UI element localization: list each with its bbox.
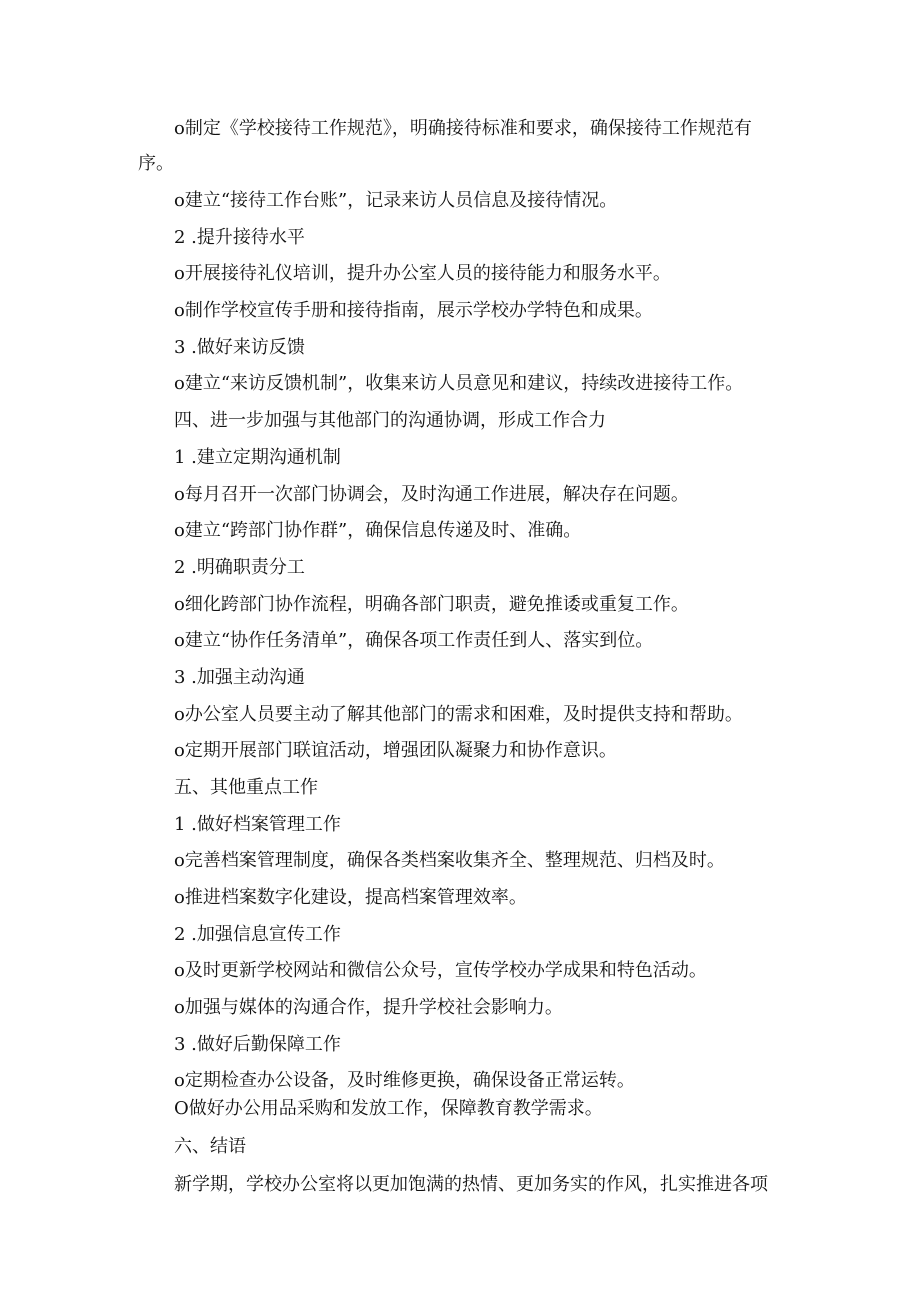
paragraph-line: o建立“接待工作台账”，记录来访人员信息及接待情况。 [174, 190, 618, 211]
section-heading: 3 .加强主动沟通 [174, 667, 305, 688]
section-heading: 1 .做好档案管理工作 [174, 814, 341, 835]
paragraph-line: o建立“跨部门协作群”，确保信息传递及时、准确。 [174, 520, 582, 541]
paragraph-line: o细化跨部门协作流程，明确各部门职责，避免推诿或重复工作。 [174, 594, 689, 615]
paragraph-line: o及时更新学校网站和微信公众号，宣传学校办学成果和特色活动。 [174, 960, 707, 981]
paragraph-line: 序。 [138, 153, 174, 174]
paragraph-line: o建立“来访反馈机制”，收集来访人员意见和建议，持续改进接待工作。 [174, 373, 744, 394]
chapter-heading: 五、其他重点工作 [174, 777, 318, 798]
paragraph-line: o加强与媒体的沟通合作，提升学校社会影响力。 [174, 997, 563, 1018]
section-heading: 2 .加强信息宣传工作 [174, 924, 341, 945]
paragraph-line: o开展接待礼仪培训，提升办公室人员的接待能力和服务水平。 [174, 263, 671, 284]
section-heading: 2 .明确职责分工 [174, 557, 305, 578]
paragraph-line: o制作学校宣传手册和接待指南，展示学校办学特色和成果。 [174, 300, 653, 321]
paragraph-line: o定期检查办公设备，及时维修更换，确保设备正常运转。 [174, 1070, 635, 1091]
paragraph-line: o办公室人员要主动了解其他部门的需求和困难，及时提供支持和帮助。 [174, 704, 743, 725]
section-heading: 3 .做好后勤保障工作 [174, 1034, 341, 1055]
paragraph-line: 新学期，学校办公室将以更加饱满的热情、更加务实的作风，扎实推进各项 [174, 1174, 768, 1195]
section-heading: 3 .做好来访反馈 [174, 337, 305, 358]
paragraph-line: O做好办公用品采购和发放工作，保障教育教学需求。 [174, 1098, 603, 1119]
paragraph-line: o完善档案管理制度，确保各类档案收集齐全、整理规范、归档及时。 [174, 850, 725, 871]
paragraph-line: o推进档案数字化建设，提高档案管理效率。 [174, 887, 527, 908]
chapter-heading: 四、进一步加强与其他部门的沟通协调，形成工作合力 [174, 410, 606, 431]
chapter-heading: 六、结语 [174, 1136, 246, 1157]
section-heading: 2 .提升接待水平 [174, 227, 305, 248]
paragraph-line: o制定《学校接待工作规范》，明确接待标准和要求，确保接待工作规范有 [174, 118, 752, 139]
paragraph-line: o建立“协作任务清单”，确保各项工作责任到人、落实到位。 [174, 630, 654, 651]
paragraph-line: o定期开展部门联谊活动，增强团队凝聚力和协作意识。 [174, 740, 617, 761]
paragraph-line: o每月召开一次部门协调会，及时沟通工作进展，解决存在问题。 [174, 484, 689, 505]
section-heading: 1 .建立定期沟通机制 [174, 447, 341, 468]
